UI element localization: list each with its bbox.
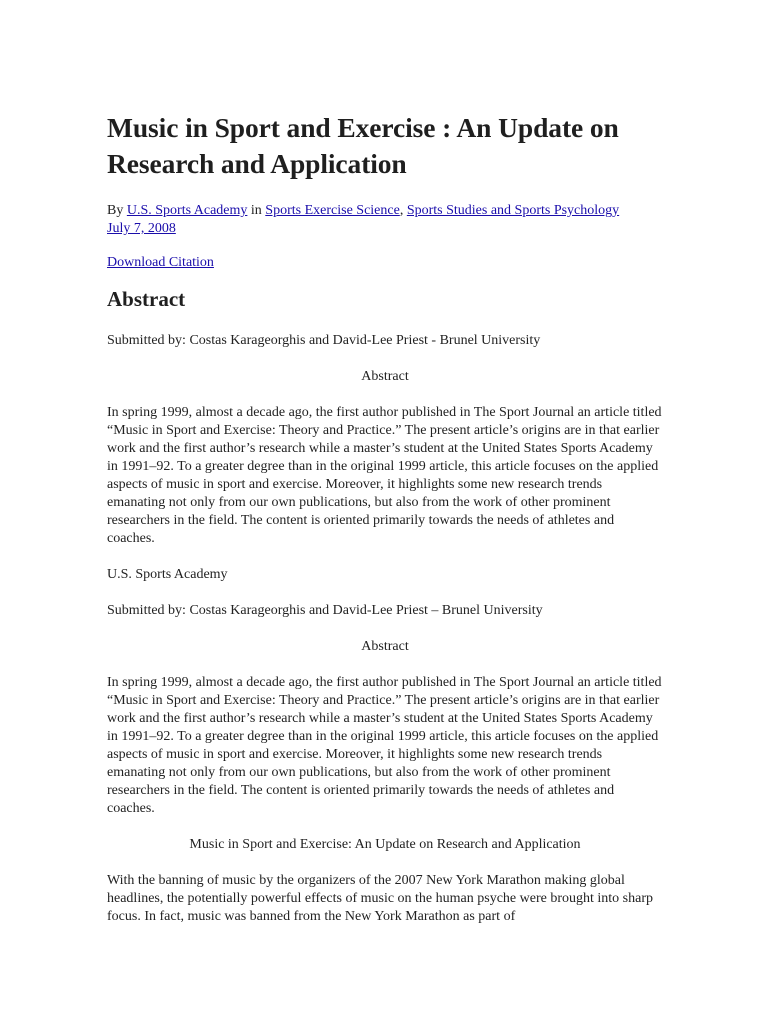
submitted-by-line-2: Submitted by: Costas Karageorghis and David-Lee Priest – Brunel University xyxy=(107,603,543,618)
byline xyxy=(107,202,663,238)
citation-row xyxy=(107,254,663,272)
byline-by-label: By xyxy=(107,203,124,218)
submitted-by-line: Submitted by: Costas Karageorghis and David-Lee Priest - Brunel University xyxy=(107,333,541,348)
organization-line: U.S. Sports Academy xyxy=(107,567,228,582)
abstract-label-2: Abstract xyxy=(361,639,409,654)
body-paragraph: With the banning of music by the organizers of the 2007 New York Marathon making global headlines, the potentially powerful effects of music on the human psyche were brought into sharp focus. In fact, music was banned from the New York Marathon as part of xyxy=(107,873,653,924)
download-citation-link[interactable]: Download Citation xyxy=(107,255,214,270)
category-separator: , xyxy=(399,203,404,218)
article-content xyxy=(107,110,663,926)
abstract-paragraph: In spring 1999, almost a decade ago, the first author published in The Sport Journal an article titled “Music in Sport and Exercise: Theory and Practice.” The present article’s origins are in that earlier work and the first author’s research while a master’s student at the United States Sports Academy in 1991–92. To a greater degree than in the original 1999 article, this article focuses on the applied aspects of music in sport and exercise. Moreover, it highlights some new research trends emanating not only from our own publications, but also from the work of other prominent researchers in the field. The content is oriented primarily towards the needs of athletes and coaches. xyxy=(107,405,662,546)
abstract-heading: Abstract xyxy=(107,287,186,311)
date-link[interactable]: July 7, 2008 xyxy=(107,221,176,236)
author-link[interactable]: U.S. Sports Academy xyxy=(126,203,248,218)
category-link-sports-studies-psychology[interactable]: Sports Studies and Sports Psychology xyxy=(406,203,620,218)
abstract-paragraph-2: In spring 1999, almost a decade ago, the first author published in The Sport Journal an article titled “Music in Sport and Exercise: Theory and Practice.” The present article’s origins are in that earlier work and the first author’s research while a master’s student at the United States Sports Academy in 1991–92. To a greater degree than in the original 1999 article, this article focuses on the applied aspects of music in sport and exercise. Moreover, it highlights some new research trends emanating not only from our own publications, but also from the work of other prominent researchers in the field. The content is oriented primarily towards the needs of athletes and coaches. xyxy=(107,675,662,816)
byline-in-label: in xyxy=(250,203,262,218)
article-title: Music in Sport and Exercise : An Update on Research and Application xyxy=(107,112,619,179)
abstract-label: Abstract xyxy=(361,369,409,384)
category-link-sports-exercise-science[interactable]: Sports Exercise Science xyxy=(265,203,400,218)
article-subtitle: Music in Sport and Exercise: An Update on Research and Application xyxy=(189,837,581,852)
